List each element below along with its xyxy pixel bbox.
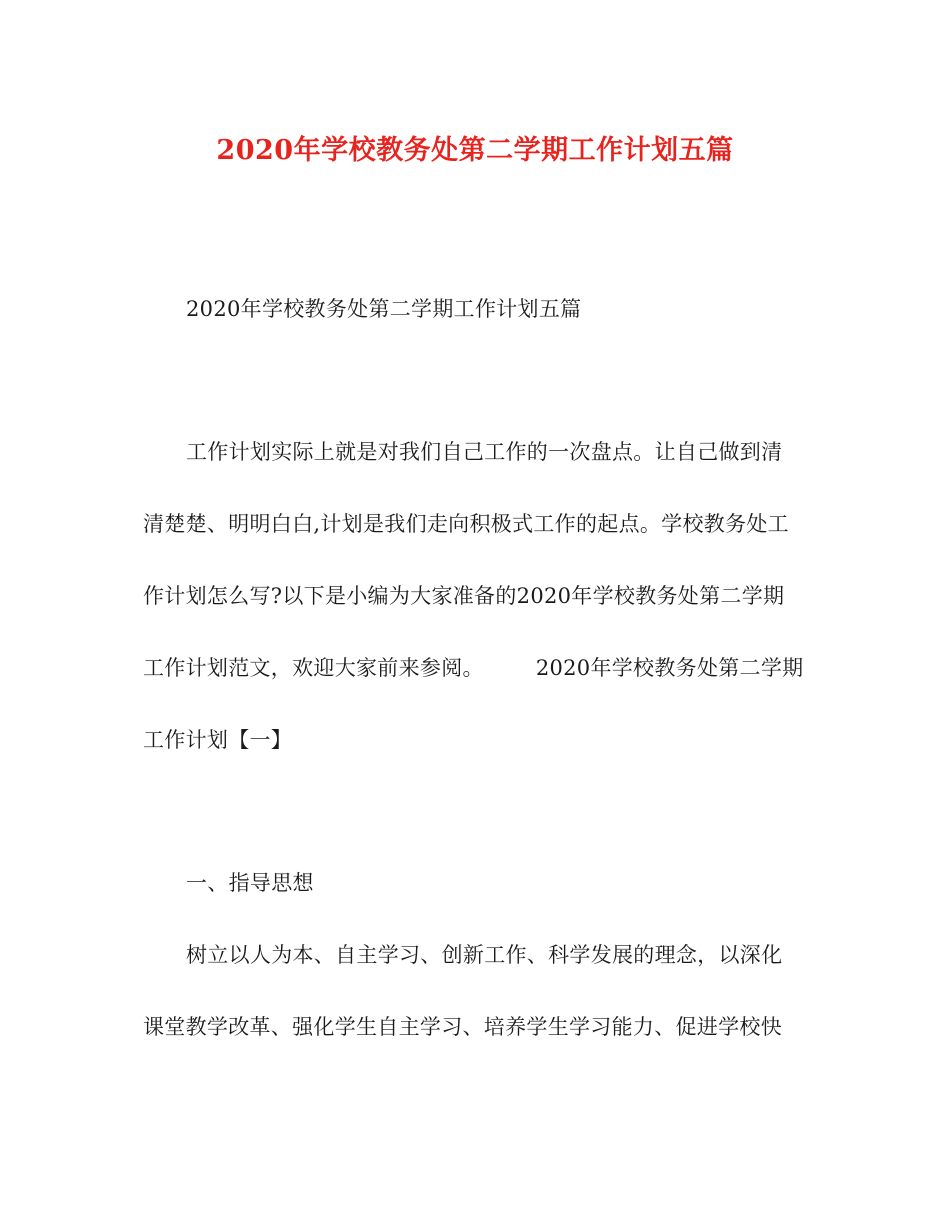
- paragraph-line: 工作计划实际上就是对我们自己工作的一次盘点。让自己做到清: [186, 440, 783, 464]
- document-title: 2020年学校教务处第二学期工作计划五篇: [216, 135, 734, 166]
- paragraph-line: 清楚楚、明明白白,计划是我们走向积极式工作的起点。学校教务处工: [143, 512, 789, 536]
- section-heading: 一、指导思想: [186, 871, 314, 895]
- paragraph-text: 工作计划范文，欢迎大家前来参阅。: [143, 656, 484, 680]
- paragraph-line: 工作计划【一】: [143, 728, 293, 752]
- paragraph-line: 作计划怎么写?以下是小编为大家准备的2020年学校教务处第二学期: [143, 584, 785, 608]
- paragraph-line: [143, 653, 803, 683]
- paragraph-line: 课堂教学改革、强化学生自主学习、培养学生学习能力、促进学校快: [143, 1015, 782, 1039]
- paragraph-line: 树立以人为本、自主学习、创新工作、科学发展的理念，以深化: [186, 943, 783, 967]
- document-subtitle: 2020年学校教务处第二学期工作计划五篇: [186, 297, 582, 321]
- paragraph-text: 2020年学校教务处第二学期: [535, 656, 804, 680]
